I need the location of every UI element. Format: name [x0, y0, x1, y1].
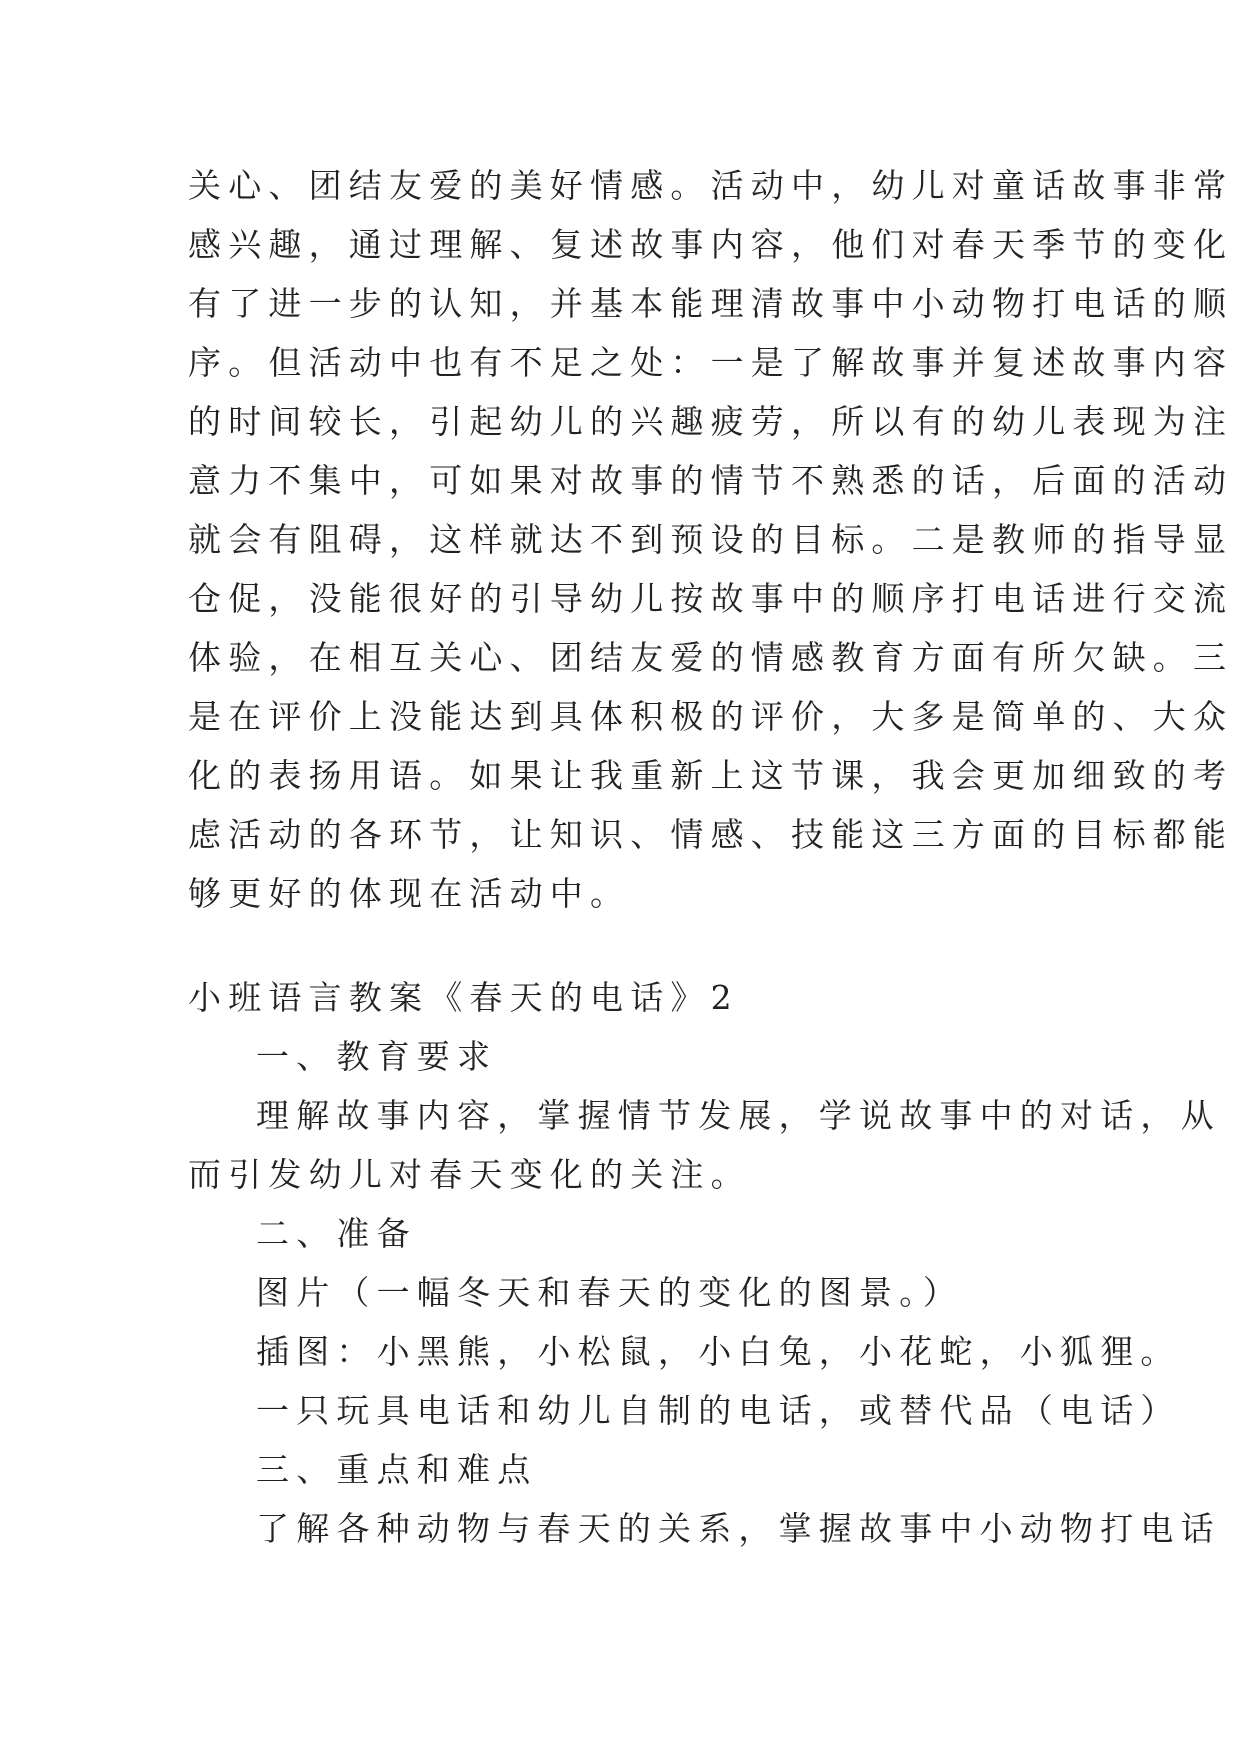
text-line: 一只玩具电话和幼儿自制的电话，或替代品（电话） [256, 1391, 1181, 1430]
section-title: 小班语言教案《春天的电话》2 [188, 978, 739, 1017]
section-heading-block [188, 968, 1058, 1027]
text-line: 够更好的体现在活动中。 [188, 874, 631, 913]
text-line: 理解故事内容，掌握情节发展，学说故事中的对话，从 [256, 1096, 1221, 1135]
subheading-preparation: 二、准备 [256, 1214, 417, 1253]
text-line: 有了进一步的认知，并基本能理清故事中小动物打电话的顺 [188, 284, 1234, 323]
subheading-education-requirements: 一、教育要求 [256, 1037, 498, 1076]
text-line: 感兴趣，通过理解、复述故事内容，他们对春天季节的变化 [188, 225, 1234, 264]
text-line: 的时间较长，引起幼儿的兴趣疲劳，所以有的幼儿表现为注 [188, 402, 1234, 441]
text-line: 体验，在相互关心、团结友爱的情感教育方面有所欠缺。三 [188, 638, 1234, 677]
text-line: 插图：小黑熊，小松鼠，小白兔，小花蛇，小狐狸。 [256, 1332, 1181, 1371]
text-line: 序。但活动中也有不足之处：一是了解故事并复述故事内容 [188, 343, 1234, 382]
text-line: 意力不集中，可如果对故事的情节不熟悉的话，后面的活动 [188, 461, 1234, 500]
text-line: 虑活动的各环节，让知识、情感、技能这三方面的目标都能 [188, 815, 1234, 854]
text-line: 化的表扬用语。如果让我重新上这节课，我会更加细致的考 [188, 756, 1234, 795]
text-line: 了解各种动物与春天的关系，掌握故事中小动物打电话 [256, 1509, 1221, 1548]
text-line: 而引发幼儿对春天变化的关注。 [188, 1155, 751, 1194]
text-line: 仓促，没能很好的引导幼儿按故事中的顺序打电话进行交流 [188, 579, 1234, 618]
text-line: 关心、团结友爱的美好情感。活动中，幼儿对童话故事非常 [188, 166, 1234, 205]
text-line: 是在评价上没能达到具体积极的评价，大多是简单的、大众 [188, 697, 1234, 736]
intro-paragraph [188, 156, 1234, 923]
text-line: 图片（一幅冬天和春天的变化的图景。） [256, 1273, 964, 1312]
text-line: 就会有阻碍，这样就达不到预设的目标。二是教师的指导显 [188, 520, 1234, 559]
subheading-key-points: 三、重点和难点 [256, 1450, 538, 1489]
section-body [188, 1027, 1221, 1558]
